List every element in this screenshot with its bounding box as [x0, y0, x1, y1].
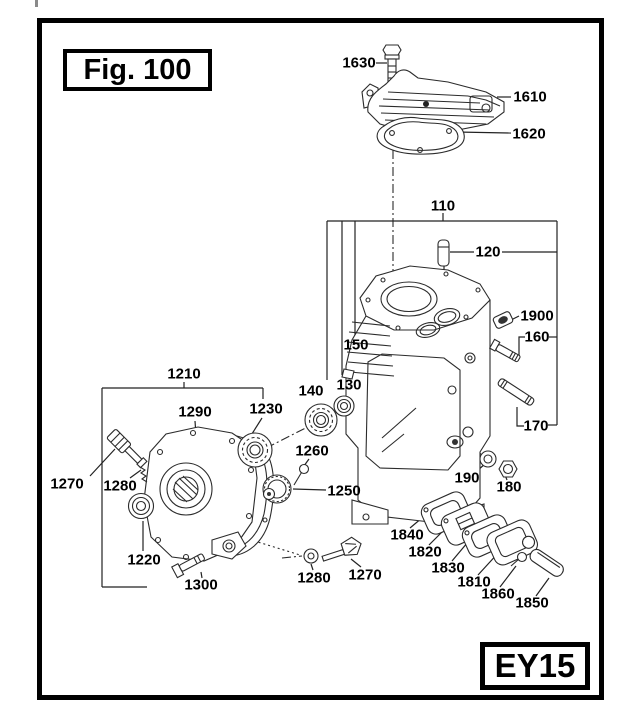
governor-gear-1250-art — [263, 475, 291, 503]
part-label-1230: 1230 — [249, 400, 283, 418]
oil-seal-1220-art — [129, 494, 154, 519]
pipe-1850-art — [528, 547, 566, 578]
bolt-1260-art — [294, 465, 309, 486]
ball-bearing-140-art — [305, 404, 337, 436]
part-label-180: 180 — [496, 478, 522, 496]
washer-190-art — [480, 451, 496, 467]
head-gasket-1620-art — [377, 117, 464, 154]
part-label-1840: 1840 — [390, 526, 424, 544]
part-label-150: 150 — [343, 336, 369, 354]
part-label-130: 130 — [336, 376, 362, 394]
part-label-170: 170 — [523, 417, 549, 435]
pin-120-art — [438, 240, 449, 266]
part-label-190: 190 — [454, 469, 480, 487]
crankcase-block-art — [346, 266, 490, 530]
part-label-140: 140 — [298, 382, 324, 400]
part-label-1300: 1300 — [184, 576, 218, 594]
drain-plug-180-art — [499, 461, 517, 477]
washer-1280-art — [304, 549, 318, 563]
key-150-art — [342, 369, 354, 379]
plug-1900-art — [492, 311, 513, 329]
part-label-1280: 1280 — [103, 477, 137, 495]
spring-1280-art — [140, 467, 147, 482]
part-label-160: 160 — [524, 328, 550, 346]
rod-1270-art — [319, 535, 364, 565]
part-label-1290: 1290 — [178, 403, 212, 421]
figure-number-box — [63, 49, 212, 91]
part-label-1280: 1280 — [297, 569, 331, 587]
part-label-1270: 1270 — [50, 475, 84, 493]
part-label-1610: 1610 — [513, 88, 547, 106]
figure-number: Fig. 100 — [83, 53, 192, 86]
ball-bearing-1230-art — [238, 433, 272, 467]
part-label-1810: 1810 — [457, 573, 491, 591]
model-number: EY15 — [494, 647, 576, 684]
bolt-160-art — [490, 339, 522, 363]
part-label-1820: 1820 — [408, 543, 442, 561]
stud-bolt-170-art — [497, 378, 535, 406]
governor-rod-1270-art — [107, 429, 148, 470]
oil-seal-130-art — [334, 396, 354, 416]
part-label-1220: 1220 — [127, 551, 161, 569]
part-label-1250: 1250 — [327, 482, 361, 500]
part-label-1210: 1210 — [167, 365, 201, 383]
part-label-120: 120 — [475, 243, 501, 261]
model-number-box — [480, 642, 590, 690]
part-label-1270: 1270 — [348, 566, 382, 584]
part-label-110: 110 — [430, 197, 456, 215]
part-label-1850: 1850 — [515, 594, 549, 612]
part-label-1860: 1860 — [481, 585, 515, 603]
part-label-1900: 1900 — [520, 307, 554, 325]
part-label-1630: 1630 — [342, 54, 376, 72]
part-label-1830: 1830 — [431, 559, 465, 577]
part-label-1260: 1260 — [295, 442, 329, 460]
part-label-1620: 1620 — [512, 125, 546, 143]
